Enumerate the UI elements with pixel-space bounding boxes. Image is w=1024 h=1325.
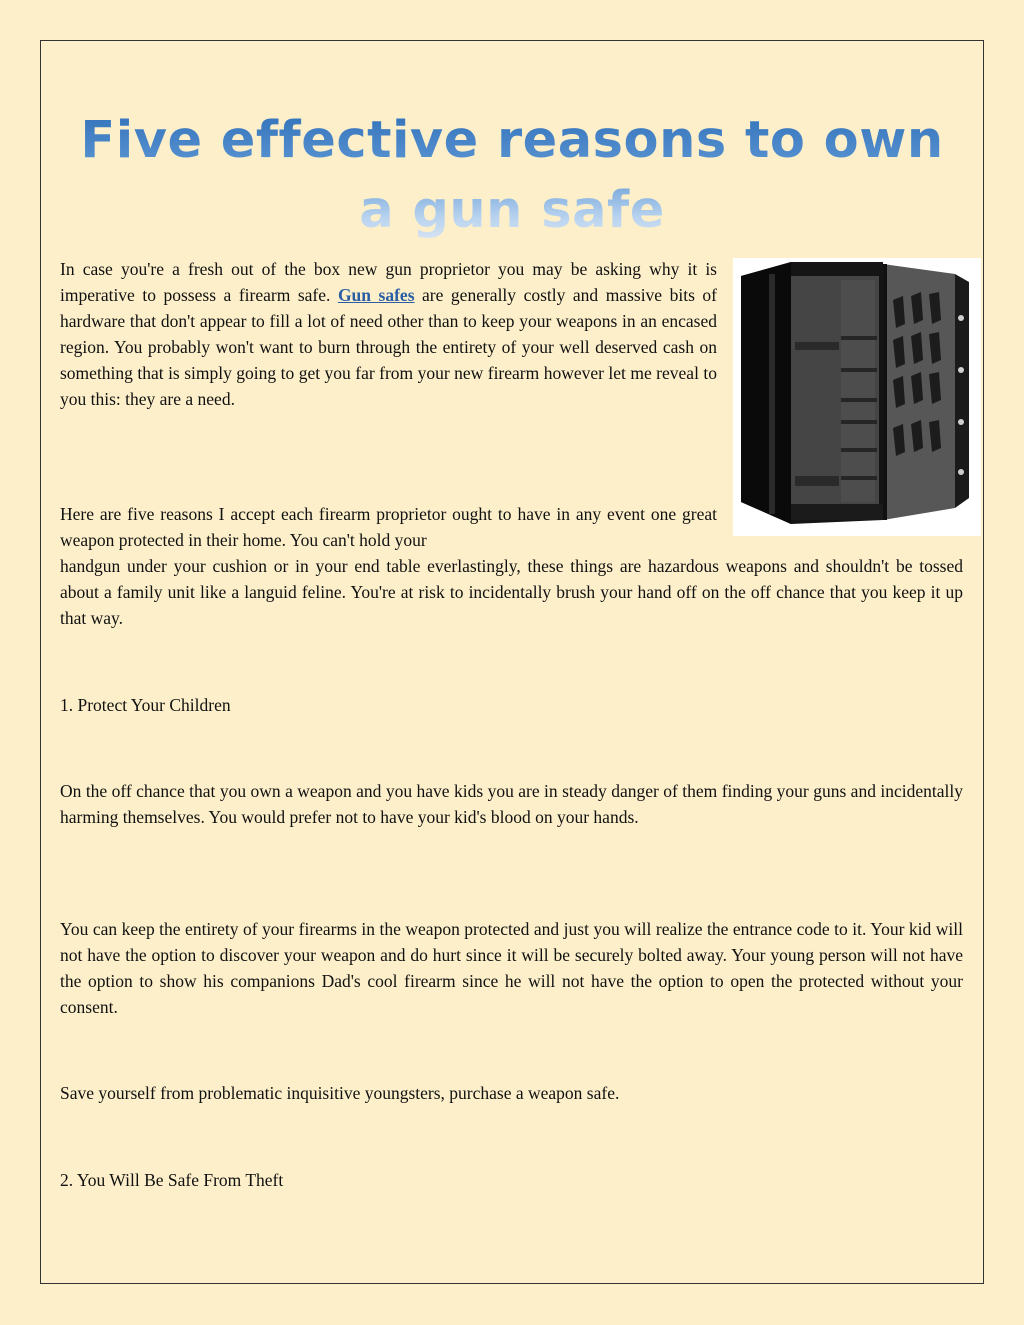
purchase-paragraph: Save yourself from problematic inquisitive youngsters, purchase a weapon safe. <box>60 1083 620 1103</box>
gun-safe-image <box>733 258 981 536</box>
intro-text-start: In case you're a fresh out of the box new gun proprietor you may be asking why it is imperative to possess a firearm safe. <box>60 259 717 305</box>
document-title: Five effective reasons to own a gun safe <box>60 106 964 246</box>
intro-text-end: are generally costly and massive bits of hardware that don't appear to fill a lot of need other than to keep your weapons in an encased region. You probably won't want to burn through the entirety of your well deserved cash on something that is simply going to get you far from your new firearm however let me reveal to you this: they are a need. <box>60 285 717 409</box>
section-heading-theft: 2. You Will Be Safe From Theft <box>60 1170 284 1190</box>
reasons-paragraph-top: Here are five reasons I accept each firearm proprietor ought to have in any event one great weapon protected in their home. You can't hold your <box>60 504 717 550</box>
gun-safe-illustration <box>733 258 981 536</box>
section-heading-children: 1. Protect Your Children <box>60 695 231 715</box>
gun-safes-link[interactable]: Gun safes <box>337 285 415 305</box>
reasons-paragraph-rest: handgun under your cushion or in your end table everlastingly, these things are hazardous weapons and shouldn't be tossed about a family unit like a languid feline. You're at risk to incidentally brush your hand off on the off chance that you keep it up that way. <box>60 556 963 628</box>
access-code-paragraph: You can keep the entirety of your firearms in the weapon protected and just you will realize the entrance code to it. Your kid will not have the option to discover your weapon and do hurt since it will be securely bolted away. Your young person will not have the option to show his companions Dad's cool firearm since he will not have the option to open the protected without your consent. <box>60 919 963 1017</box>
children-paragraph: On the off chance that you own a weapon and you have kids you are in steady danger of them finding your guns and incidentally harming themselves. You would prefer not to have your kid's blood on your hands. <box>60 781 963 827</box>
intro-paragraph <box>60 256 717 412</box>
